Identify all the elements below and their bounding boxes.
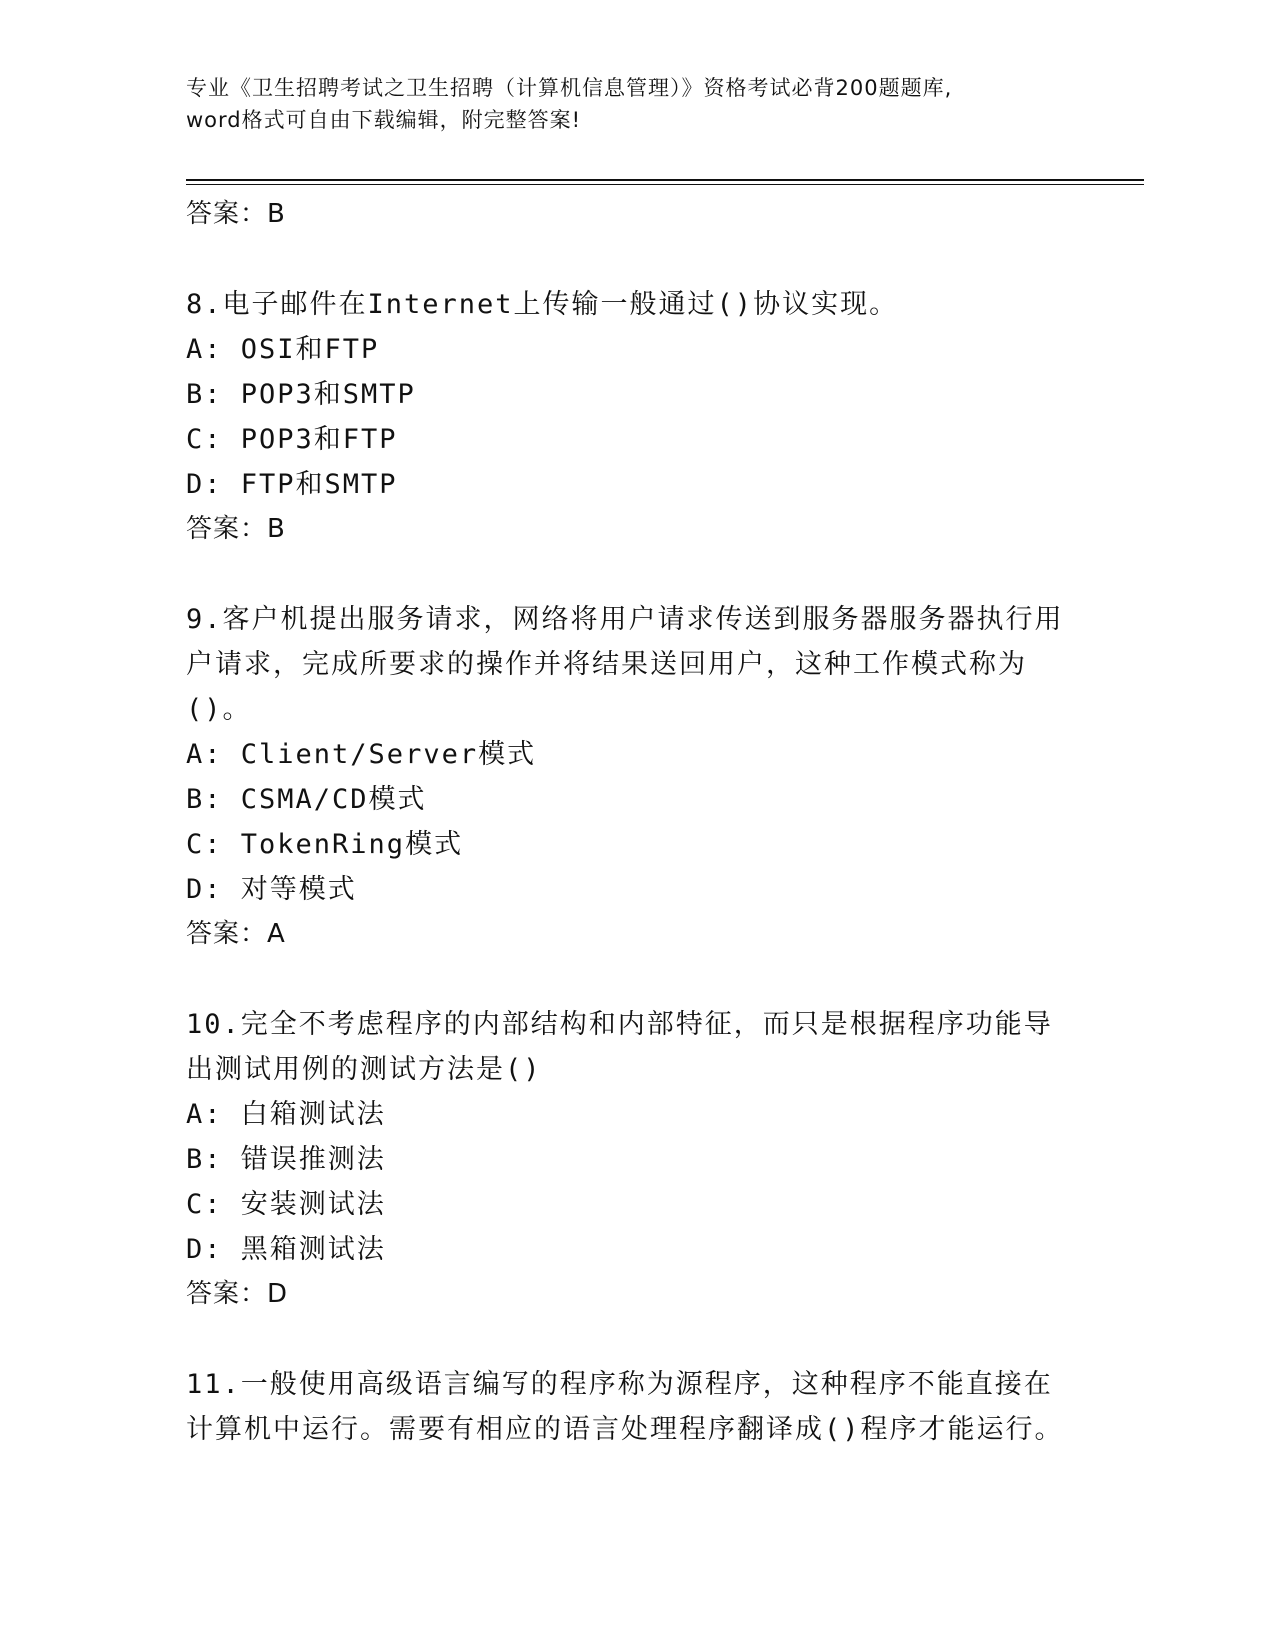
answer-label: 答案：A — [186, 919, 286, 949]
option-b: B: CSMA/CD模式 — [186, 784, 427, 815]
question-block-9 — [186, 597, 1066, 957]
option-d: D: 对等模式 — [186, 874, 357, 905]
question-block-10 — [186, 1002, 1066, 1317]
header-title-line-1: 专业《卫生招聘考试之卫生招聘（计算机信息管理）》资格考试必背200题题库, — [186, 76, 953, 100]
question-text: 9.客户机提出服务请求，网络将用户请求传送到服务器服务器执行用户请求，完成所要求的操作并将结果送回用户，这种工作模式称为()。 — [186, 604, 1064, 725]
option-d: D: 黑箱测试法 — [186, 1234, 386, 1265]
option-a: A: Client/Server模式 — [186, 739, 537, 770]
header-divider-thick — [186, 179, 1144, 181]
question-block-8 — [186, 282, 1066, 552]
option-a: A: 白箱测试法 — [186, 1099, 386, 1130]
question-text: 10.完全不考虑程序的内部结构和内部特征，而只是根据程序功能导出测试用例的测试方法是() — [186, 1009, 1053, 1085]
question-text: 8.电子邮件在Internet上传输一般通过()协议实现。 — [186, 289, 899, 320]
option-c: C: TokenRing模式 — [186, 829, 464, 860]
option-c: C: 安装测试法 — [186, 1189, 386, 1220]
option-c: C: POP3和FTP — [186, 424, 398, 455]
question-block-11 — [186, 1362, 1066, 1452]
answer-label: 答案：B — [186, 514, 286, 544]
answer-label-q7: 答案：B — [186, 199, 286, 229]
option-a: A: OSI和FTP — [186, 334, 380, 365]
header-divider-thin — [186, 184, 1144, 185]
header-title-line-2: word格式可自由下载编辑，附完整答案! — [186, 108, 582, 132]
answer-label: 答案：D — [186, 1279, 289, 1309]
option-b: B: 错误推测法 — [186, 1144, 386, 1175]
document-header — [186, 72, 1086, 136]
question-list — [186, 192, 1066, 1452]
question-text: 11.一般使用高级语言编写的程序称为源程序，这种程序不能直接在计算机中运行。需要有相应的语言处理程序翻译成()程序才能运行。 — [186, 1369, 1064, 1445]
option-d: D: FTP和SMTP — [186, 469, 398, 500]
option-b: B: POP3和SMTP — [186, 379, 416, 410]
